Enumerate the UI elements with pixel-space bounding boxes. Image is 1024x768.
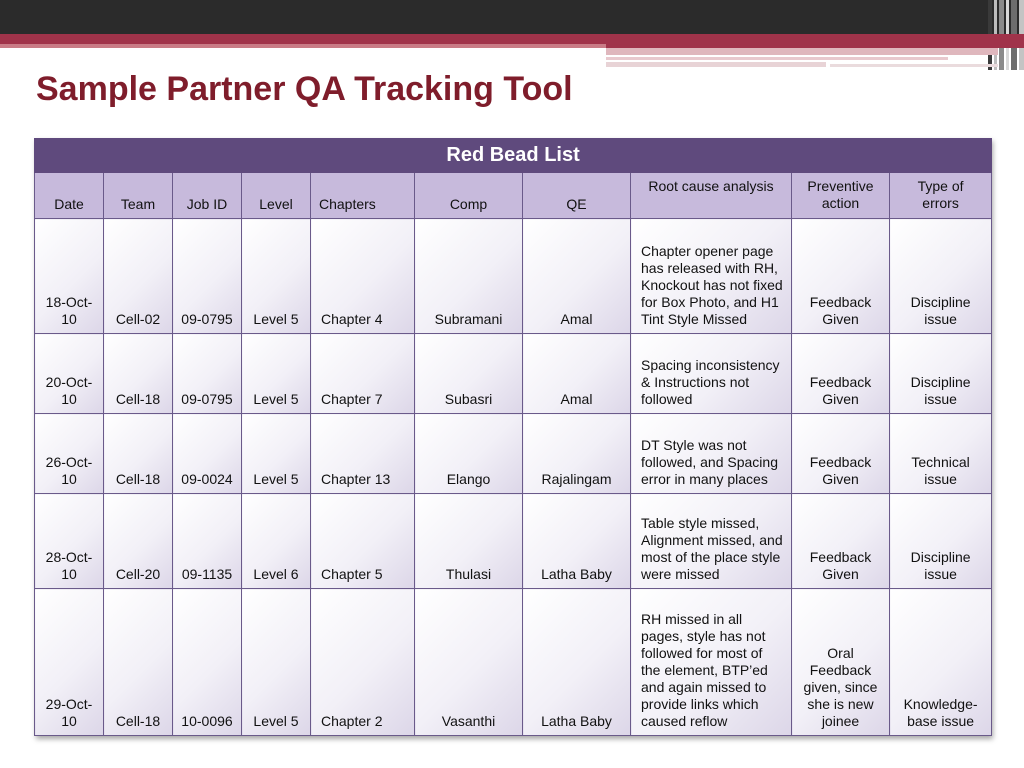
table-body <box>35 219 992 736</box>
date-cell: 29-Oct-10 <box>35 589 104 736</box>
date-cell: 20-Oct-10 <box>35 334 104 414</box>
date-cell: 28-Oct-10 <box>35 494 104 589</box>
root-cause-cell: Spacing inconsistency & Instructions not followed <box>631 334 792 414</box>
team-cell: Cell-18 <box>104 414 173 494</box>
comp-cell: Vasanthi <box>415 589 523 736</box>
column-header-job-id: Job ID <box>173 173 242 219</box>
qe-cell: Amal <box>523 219 631 334</box>
comp-cell: Thulasi <box>415 494 523 589</box>
column-header-row <box>35 173 992 219</box>
job-id-cell: 09-0024 <box>173 414 242 494</box>
pink-accent-band <box>0 44 606 48</box>
job-id-cell: 10-0096 <box>173 589 242 736</box>
qe-cell: Latha Baby <box>523 494 631 589</box>
error-type-cell: Knowledge-base issue <box>890 589 992 736</box>
job-id-cell: 09-0795 <box>173 219 242 334</box>
job-id-cell: 09-1135 <box>173 494 242 589</box>
team-cell: Cell-20 <box>104 494 173 589</box>
red-bead-table <box>34 138 991 736</box>
table-row <box>35 219 992 334</box>
date-cell: 26-Oct-10 <box>35 414 104 494</box>
page-title: Sample Partner QA Tracking Tool <box>36 70 573 108</box>
comp-cell: Subramani <box>415 219 523 334</box>
date-cell: 18-Oct-10 <box>35 219 104 334</box>
qe-cell: Latha Baby <box>523 589 631 736</box>
decorative-line <box>606 62 826 67</box>
error-type-cell: Discipline issue <box>890 334 992 414</box>
preventive-action-cell: Feedback Given <box>792 219 890 334</box>
level-cell: Level 5 <box>242 334 311 414</box>
column-header-preventive-action: Preventive action <box>792 173 890 219</box>
comp-cell: Subasri <box>415 334 523 414</box>
comp-cell: Elango <box>415 414 523 494</box>
column-header-date: Date <box>35 173 104 219</box>
error-type-cell: Discipline issue <box>890 494 992 589</box>
level-cell: Level 5 <box>242 219 311 334</box>
job-id-cell: 09-0795 <box>173 334 242 414</box>
level-cell: Level 6 <box>242 494 311 589</box>
chapter-cell: Chapter 7 <box>311 334 415 414</box>
chapter-cell: Chapter 5 <box>311 494 415 589</box>
decorative-line <box>830 64 998 67</box>
column-header-level: Level <box>242 173 311 219</box>
preventive-action-cell: Oral Feedback given, since she is new joinee <box>792 589 890 736</box>
column-header-qe: QE <box>523 173 631 219</box>
root-cause-cell: DT Style was not followed, and Spacing error in many places <box>631 414 792 494</box>
level-cell: Level 5 <box>242 414 311 494</box>
column-header-root-cause-analysis: Root cause analysis <box>631 173 792 219</box>
root-cause-cell: Chapter opener page has released with RH, Knockout has not fixed for Box Photo, and H1 Tint Style Missed <box>631 219 792 334</box>
table-row <box>35 334 992 414</box>
decorative-line <box>606 48 998 55</box>
decorative-line <box>606 57 948 60</box>
qe-cell: Rajalingam <box>523 414 631 494</box>
error-type-cell: Discipline issue <box>890 219 992 334</box>
error-type-cell: Technical issue <box>890 414 992 494</box>
preventive-action-cell: Feedback Given <box>792 414 890 494</box>
team-cell: Cell-18 <box>104 589 173 736</box>
qe-cell: Amal <box>523 334 631 414</box>
column-header-comp: Comp <box>415 173 523 219</box>
team-cell: Cell-18 <box>104 334 173 414</box>
root-cause-cell: RH missed in all pages, style has not followed for most of the element, BTP’ed and again missed to provide links which caused reflow <box>631 589 792 736</box>
chapter-cell: Chapter 4 <box>311 219 415 334</box>
preventive-action-cell: Feedback Given <box>792 334 890 414</box>
table-row <box>35 494 992 589</box>
chapter-cell: Chapter 2 <box>311 589 415 736</box>
root-cause-cell: Table style missed, Alignment missed, and most of the place style were missed <box>631 494 792 589</box>
preventive-action-cell: Feedback Given <box>792 494 890 589</box>
chapter-cell: Chapter 13 <box>311 414 415 494</box>
column-header-team: Team <box>104 173 173 219</box>
table-row <box>35 589 992 736</box>
column-header-chapters: Chapters <box>311 173 415 219</box>
top-decorative-bar <box>0 0 1024 34</box>
column-header-type-of-errors: Type of errors <box>890 173 992 219</box>
table-caption: Red Bead List <box>35 139 992 173</box>
table-row <box>35 414 992 494</box>
team-cell: Cell-02 <box>104 219 173 334</box>
level-cell: Level 5 <box>242 589 311 736</box>
